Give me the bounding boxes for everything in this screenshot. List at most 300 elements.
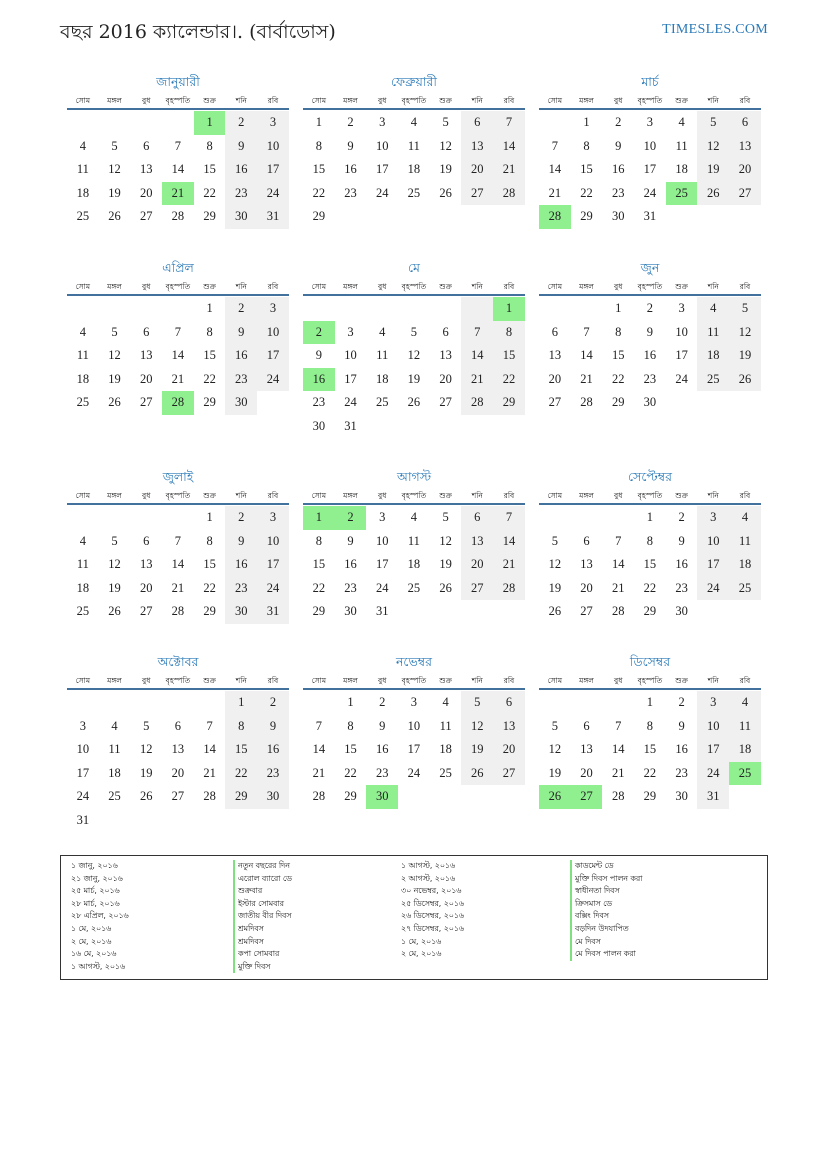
day-cell: 1 bbox=[194, 111, 226, 135]
day-cell: 18 bbox=[407, 557, 421, 571]
empty-day-cell bbox=[162, 691, 194, 715]
day-cell: 13 bbox=[548, 348, 562, 362]
holiday-date: ৩০ নভেম্বর, ২০১৬ bbox=[401, 886, 462, 896]
holiday-name: মুক্তি দিবস পালন করা bbox=[570, 873, 642, 886]
weekday-label: শনি bbox=[235, 676, 247, 685]
day-cell: 19 bbox=[407, 371, 421, 386]
day-cell: 14 bbox=[171, 557, 185, 571]
day-cell: 20 bbox=[171, 765, 185, 780]
day-cell: 12 bbox=[729, 321, 761, 345]
weekday-label: রবি bbox=[503, 96, 515, 105]
day-cell: 1 bbox=[646, 510, 654, 524]
day-cell: 5 bbox=[442, 510, 449, 524]
weekday-label: শনি bbox=[707, 491, 719, 500]
weekday-label: শনি bbox=[471, 96, 483, 105]
holiday-dates-left bbox=[71, 860, 129, 973]
weekday-label: শুক্র bbox=[675, 96, 688, 105]
day-cell: 21 bbox=[493, 158, 525, 182]
empty-day-cell bbox=[99, 809, 131, 833]
day-cell: 15 bbox=[203, 557, 216, 571]
day-cell: 10 bbox=[344, 348, 357, 362]
day-cell: 20 bbox=[493, 738, 525, 762]
weekday-label: সোম bbox=[311, 491, 327, 500]
empty-day-cell bbox=[257, 809, 289, 833]
day-cell: 18 bbox=[375, 371, 389, 386]
day-cell: 13 bbox=[461, 530, 493, 554]
day-cell: 18 bbox=[407, 162, 421, 176]
day-cell: 26 bbox=[139, 789, 153, 803]
holiday-date: ২৮ এপ্রিল, ২০১৬ bbox=[71, 911, 129, 921]
day-cell: 7 bbox=[615, 718, 622, 733]
day-cell: 26 bbox=[697, 182, 729, 206]
month-name: ডিসেম্বর bbox=[629, 654, 671, 669]
day-cell: 8 bbox=[315, 533, 322, 548]
empty-day-cell bbox=[67, 297, 99, 321]
day-cell: 23 bbox=[675, 580, 688, 595]
empty-day-cell bbox=[67, 506, 99, 530]
empty-day-cell bbox=[398, 785, 430, 809]
day-cell: 8 bbox=[347, 718, 354, 733]
day-cell: 1 bbox=[206, 301, 213, 315]
holiday-name: মে দিবস bbox=[570, 936, 642, 949]
holiday-name: ইস্টার সোমবার bbox=[233, 898, 292, 911]
day-cell: 11 bbox=[439, 718, 452, 733]
day-cell: 28 bbox=[461, 391, 493, 415]
day-cell: 25 bbox=[666, 182, 698, 206]
day-grid bbox=[539, 111, 761, 229]
day-cell: 15 bbox=[493, 344, 525, 368]
day-cell: 22 bbox=[643, 765, 657, 780]
day-cell: 16 bbox=[675, 742, 688, 756]
empty-day-cell bbox=[461, 205, 493, 229]
day-cell: 15 bbox=[225, 738, 257, 762]
empty-day-cell bbox=[539, 506, 571, 530]
page-title: বছর 2016 ক্যালেন্ডার।. (বার্বাডোস) bbox=[60, 21, 336, 43]
day-cell: 17 bbox=[407, 742, 421, 756]
holiday-name: বড়দিন উদযাপিত bbox=[570, 923, 642, 936]
empty-day-cell bbox=[666, 391, 698, 415]
day-cell: 29 bbox=[225, 785, 257, 809]
day-cell: 30 bbox=[366, 785, 398, 809]
day-cell: 2 bbox=[646, 301, 654, 315]
empty-day-cell bbox=[602, 506, 634, 530]
weekday-label: বুধ bbox=[142, 96, 151, 105]
day-cell: 21 bbox=[461, 368, 493, 392]
day-cell: 25 bbox=[76, 209, 90, 223]
day-cell: 5 bbox=[111, 138, 118, 153]
day-cell: 13 bbox=[139, 348, 153, 362]
weekday-label: রবি bbox=[739, 676, 751, 685]
day-cell: 20 bbox=[439, 371, 452, 386]
weekday-label: সোম bbox=[547, 96, 563, 105]
weekday-label: শনি bbox=[707, 96, 719, 105]
empty-day-cell bbox=[335, 297, 367, 321]
empty-day-cell bbox=[130, 111, 162, 135]
month-calendar bbox=[67, 72, 289, 229]
day-cell: 1 bbox=[347, 695, 354, 709]
weekday-label: রবি bbox=[267, 282, 279, 291]
day-cell: 31 bbox=[697, 785, 729, 809]
day-cell: 19 bbox=[439, 557, 452, 571]
weekday-header bbox=[303, 672, 525, 690]
month-calendar bbox=[303, 467, 525, 624]
holiday-name: শ্রমদিবস bbox=[233, 936, 292, 949]
day-cell: 21 bbox=[171, 371, 185, 386]
day-cell: 17 bbox=[257, 344, 289, 368]
day-cell: 10 bbox=[407, 718, 421, 733]
weekday-label: সোম bbox=[75, 491, 91, 500]
day-cell: 1 bbox=[225, 691, 257, 715]
day-cell: 8 bbox=[615, 324, 622, 339]
day-cell: 13 bbox=[580, 557, 593, 571]
empty-day-cell bbox=[366, 205, 398, 229]
day-cell: 24 bbox=[344, 395, 357, 409]
day-cell: 26 bbox=[439, 185, 452, 200]
day-cell: 21 bbox=[611, 765, 625, 780]
day-cell: 22 bbox=[203, 580, 216, 595]
day-cell: 24 bbox=[697, 762, 729, 786]
day-cell: 18 bbox=[76, 580, 90, 595]
day-cell: 13 bbox=[461, 135, 493, 159]
day-cell: 12 bbox=[548, 742, 562, 756]
empty-day-cell bbox=[162, 809, 194, 833]
weekday-label: বৃহস্পতি bbox=[637, 491, 663, 500]
empty-day-cell bbox=[67, 691, 99, 715]
day-cell: 26 bbox=[729, 368, 761, 392]
day-cell: 26 bbox=[439, 580, 452, 595]
day-cell: 17 bbox=[76, 765, 90, 780]
month-name: ফেব্রুয়ারী bbox=[390, 74, 438, 89]
empty-day-cell bbox=[666, 205, 698, 229]
holiday-name: ক্রিসমাস ডে bbox=[570, 898, 642, 911]
day-cell: 24 bbox=[375, 580, 389, 595]
day-cell: 24 bbox=[257, 182, 289, 206]
empty-day-cell bbox=[366, 415, 398, 439]
day-cell: 20 bbox=[548, 371, 562, 386]
empty-day-cell bbox=[398, 297, 430, 321]
day-grid bbox=[67, 691, 289, 832]
day-cell: 17 bbox=[697, 738, 729, 762]
holiday-date: ১ জানু, ২০১৬ bbox=[71, 861, 118, 870]
holiday-date: ২৫ মার্চ, ২০১৬ bbox=[71, 886, 120, 896]
day-cell: 4 bbox=[697, 297, 729, 321]
empty-day-cell bbox=[729, 391, 761, 415]
weekday-label: রবি bbox=[267, 491, 279, 500]
day-cell: 10 bbox=[697, 530, 729, 554]
weekday-label: মঙ্গল bbox=[579, 96, 594, 105]
day-cell: 13 bbox=[139, 557, 153, 571]
day-cell: 7 bbox=[551, 138, 558, 153]
day-cell: 25 bbox=[407, 185, 421, 200]
day-cell: 18 bbox=[729, 738, 761, 762]
day-cell: 30 bbox=[225, 205, 257, 229]
day-cell: 12 bbox=[407, 348, 421, 362]
day-cell: 6 bbox=[461, 506, 493, 530]
day-cell: 7 bbox=[206, 718, 213, 733]
day-cell: 25 bbox=[76, 604, 90, 618]
day-cell: 6 bbox=[551, 324, 558, 339]
holiday-names-left bbox=[233, 860, 292, 973]
day-cell: 5 bbox=[461, 691, 493, 715]
holiday-dates-right bbox=[401, 860, 464, 961]
day-cell: 27 bbox=[439, 395, 452, 409]
weekday-label: সোম bbox=[547, 491, 563, 500]
weekday-label: সোম bbox=[547, 282, 563, 291]
weekday-label: বুধ bbox=[142, 491, 151, 500]
day-cell: 10 bbox=[257, 135, 289, 159]
weekday-header bbox=[303, 487, 525, 505]
day-cell: 21 bbox=[548, 185, 562, 200]
weekday-header bbox=[303, 92, 525, 110]
day-cell: 14 bbox=[203, 742, 216, 756]
day-cell: 15 bbox=[312, 557, 326, 571]
day-cell: 20 bbox=[461, 553, 493, 577]
day-cell: 3 bbox=[347, 324, 354, 339]
day-cell: 16 bbox=[225, 553, 257, 577]
weekday-header bbox=[67, 672, 289, 690]
empty-day-cell bbox=[162, 297, 194, 321]
weekday-header bbox=[539, 487, 761, 505]
day-cell: 12 bbox=[108, 557, 121, 571]
holiday-date: ২৬ ডিসেম্বর, ২০১৬ bbox=[401, 911, 464, 921]
day-cell: 18 bbox=[76, 371, 90, 386]
day-cell: 4 bbox=[410, 115, 418, 129]
day-cell: 12 bbox=[697, 135, 729, 159]
holiday-name: শুক্রবার bbox=[233, 885, 292, 898]
day-cell: 4 bbox=[79, 533, 86, 548]
day-cell: 2 bbox=[225, 111, 257, 135]
day-cell: 25 bbox=[729, 577, 761, 601]
empty-day-cell bbox=[99, 691, 131, 715]
day-cell: 7 bbox=[174, 533, 182, 548]
day-cell: 7 bbox=[615, 533, 622, 548]
day-cell: 5 bbox=[551, 718, 558, 733]
empty-day-cell bbox=[99, 111, 131, 135]
weekday-header bbox=[539, 92, 761, 110]
weekday-label: বুধ bbox=[142, 676, 151, 685]
empty-day-cell bbox=[493, 600, 525, 624]
day-cell: 28 bbox=[171, 604, 185, 618]
day-cell: 3 bbox=[379, 115, 386, 129]
weekday-header bbox=[67, 92, 289, 110]
day-cell: 9 bbox=[615, 138, 622, 153]
day-cell: 15 bbox=[580, 162, 593, 176]
day-cell: 24 bbox=[375, 185, 389, 200]
day-cell: 3 bbox=[410, 695, 418, 709]
day-cell: 7 bbox=[315, 718, 322, 733]
month-name: জুলাই bbox=[162, 469, 194, 484]
empty-day-cell bbox=[430, 415, 462, 439]
day-cell: 11 bbox=[697, 321, 729, 345]
day-grid bbox=[67, 111, 289, 229]
day-cell: 15 bbox=[312, 162, 326, 176]
day-cell: 15 bbox=[344, 742, 357, 756]
day-cell: 27 bbox=[571, 785, 603, 809]
day-cell: 28 bbox=[171, 209, 185, 223]
holiday-name: স্বাধীনতা দিবস bbox=[570, 885, 642, 898]
day-grid bbox=[539, 297, 761, 415]
day-cell: 6 bbox=[143, 324, 150, 339]
day-cell: 14 bbox=[312, 742, 326, 756]
weekday-label: বুধ bbox=[614, 491, 623, 500]
holiday-date: ১ আগস্ট, ২০১৬ bbox=[401, 861, 456, 870]
empty-day-cell bbox=[194, 809, 226, 833]
day-cell: 18 bbox=[108, 765, 121, 780]
month-calendar bbox=[303, 258, 525, 438]
day-cell: 4 bbox=[111, 718, 118, 733]
day-cell: 24 bbox=[407, 765, 421, 780]
day-cell: 28 bbox=[539, 205, 571, 229]
day-cell: 22 bbox=[643, 580, 657, 595]
day-cell: 31 bbox=[375, 604, 389, 618]
day-cell: 26 bbox=[548, 604, 562, 618]
weekday-label: সোম bbox=[75, 96, 91, 105]
day-cell: 6 bbox=[174, 718, 182, 733]
day-cell: 22 bbox=[203, 371, 216, 386]
site-brand-link[interactable]: TIMESLES.COM bbox=[662, 22, 768, 37]
weekday-label: শুক্র bbox=[203, 676, 216, 685]
empty-day-cell bbox=[194, 691, 226, 715]
day-cell: 8 bbox=[206, 138, 213, 153]
weekday-label: বৃহস্পতি bbox=[165, 96, 191, 105]
day-cell: 27 bbox=[580, 604, 593, 618]
holiday-list bbox=[60, 855, 768, 980]
weekday-label: রবি bbox=[739, 491, 751, 500]
day-cell: 30 bbox=[225, 600, 257, 624]
weekday-label: শনি bbox=[471, 282, 483, 291]
day-cell: 3 bbox=[678, 301, 685, 315]
day-cell: 10 bbox=[257, 530, 289, 554]
day-cell: 8 bbox=[206, 533, 213, 548]
day-cell: 30 bbox=[611, 209, 625, 223]
day-cell: 26 bbox=[461, 762, 493, 786]
weekday-label: শনি bbox=[471, 676, 483, 685]
day-cell: 8 bbox=[583, 138, 590, 153]
day-cell: 21 bbox=[162, 182, 194, 206]
day-cell: 14 bbox=[171, 162, 185, 176]
day-cell: 20 bbox=[139, 371, 153, 386]
day-cell: 14 bbox=[611, 557, 625, 571]
day-cell: 8 bbox=[225, 715, 257, 739]
weekday-label: সোম bbox=[547, 676, 563, 685]
day-cell: 6 bbox=[493, 691, 525, 715]
day-cell: 5 bbox=[111, 324, 118, 339]
weekday-label: শুক্র bbox=[203, 491, 216, 500]
day-cell: 16 bbox=[344, 557, 357, 571]
weekday-label: মঙ্গল bbox=[579, 282, 594, 291]
month-calendar bbox=[539, 652, 761, 809]
day-cell: 24 bbox=[643, 185, 657, 200]
day-cell: 22 bbox=[203, 185, 216, 200]
day-cell: 7 bbox=[461, 321, 493, 345]
day-cell: 28 bbox=[493, 182, 525, 206]
weekday-header bbox=[303, 278, 525, 296]
weekday-label: বৃহস্পতি bbox=[401, 676, 427, 685]
day-cell: 2 bbox=[615, 115, 622, 129]
day-cell: 28 bbox=[580, 395, 593, 409]
day-grid bbox=[303, 111, 525, 229]
day-cell: 23 bbox=[225, 368, 257, 392]
weekday-label: মঙ্গল bbox=[343, 96, 358, 105]
day-cell: 14 bbox=[611, 742, 625, 756]
day-cell: 14 bbox=[493, 135, 525, 159]
weekday-label: শুক্র bbox=[439, 282, 452, 291]
day-cell: 14 bbox=[580, 348, 593, 362]
day-cell: 1 bbox=[615, 301, 622, 315]
day-cell: 15 bbox=[643, 557, 657, 571]
day-cell: 10 bbox=[375, 533, 389, 548]
day-cell: 28 bbox=[203, 789, 216, 803]
weekday-label: মঙ্গল bbox=[579, 676, 594, 685]
day-cell: 25 bbox=[375, 395, 389, 409]
month-name: আগস্ট bbox=[396, 469, 432, 484]
day-cell: 23 bbox=[643, 371, 657, 386]
day-cell: 30 bbox=[225, 391, 257, 415]
day-cell: 23 bbox=[312, 395, 326, 409]
weekday-label: মঙ্গল bbox=[107, 282, 122, 291]
weekday-label: বৃহস্পতি bbox=[165, 491, 191, 500]
day-cell: 11 bbox=[675, 138, 688, 153]
weekday-label: বৃহস্পতি bbox=[165, 282, 191, 291]
day-cell: 27 bbox=[171, 789, 185, 803]
day-cell: 29 bbox=[643, 604, 657, 618]
day-cell: 30 bbox=[312, 418, 326, 433]
day-cell: 25 bbox=[729, 762, 761, 786]
holiday-date: ২৮ মার্চ, ২০১৬ bbox=[71, 898, 120, 908]
day-cell: 28 bbox=[312, 789, 326, 803]
day-cell: 6 bbox=[143, 533, 150, 548]
day-cell: 8 bbox=[646, 718, 654, 733]
month-calendar bbox=[67, 258, 289, 415]
day-cell: 14 bbox=[171, 348, 185, 362]
empty-day-cell bbox=[366, 297, 398, 321]
empty-day-cell bbox=[303, 297, 335, 321]
day-cell: 28 bbox=[493, 577, 525, 601]
weekday-label: বৃহস্পতি bbox=[165, 676, 191, 685]
empty-day-cell bbox=[398, 415, 430, 439]
weekday-label: বুধ bbox=[142, 282, 151, 291]
day-cell: 3 bbox=[257, 297, 289, 321]
day-cell: 26 bbox=[108, 604, 121, 618]
day-grid bbox=[67, 297, 289, 415]
day-cell: 1 bbox=[583, 115, 590, 129]
day-cell: 30 bbox=[344, 604, 357, 618]
day-cell: 2 bbox=[379, 695, 386, 709]
month-calendar bbox=[539, 258, 761, 415]
day-cell: 6 bbox=[583, 533, 590, 548]
weekday-label: বুধ bbox=[614, 282, 623, 291]
day-cell: 11 bbox=[407, 138, 420, 153]
month-name: মার্চ bbox=[641, 74, 659, 89]
day-cell: 2 bbox=[225, 297, 257, 321]
day-cell: 16 bbox=[375, 742, 389, 756]
weekday-label: মঙ্গল bbox=[579, 491, 594, 500]
day-cell: 20 bbox=[461, 158, 493, 182]
day-cell: 4 bbox=[442, 695, 449, 709]
day-cell: 29 bbox=[203, 209, 216, 223]
day-cell: 9 bbox=[678, 533, 685, 548]
day-cell: 6 bbox=[583, 718, 590, 733]
day-cell: 9 bbox=[347, 533, 354, 548]
day-cell: 16 bbox=[643, 348, 657, 362]
month-name: মে bbox=[407, 260, 420, 275]
day-cell: 1 bbox=[206, 510, 213, 524]
empty-day-cell bbox=[398, 600, 430, 624]
day-cell: 7 bbox=[174, 138, 182, 153]
weekday-header bbox=[539, 278, 761, 296]
day-cell: 17 bbox=[375, 557, 389, 571]
holiday-name: কাডমেন্ট ডে bbox=[570, 860, 642, 873]
